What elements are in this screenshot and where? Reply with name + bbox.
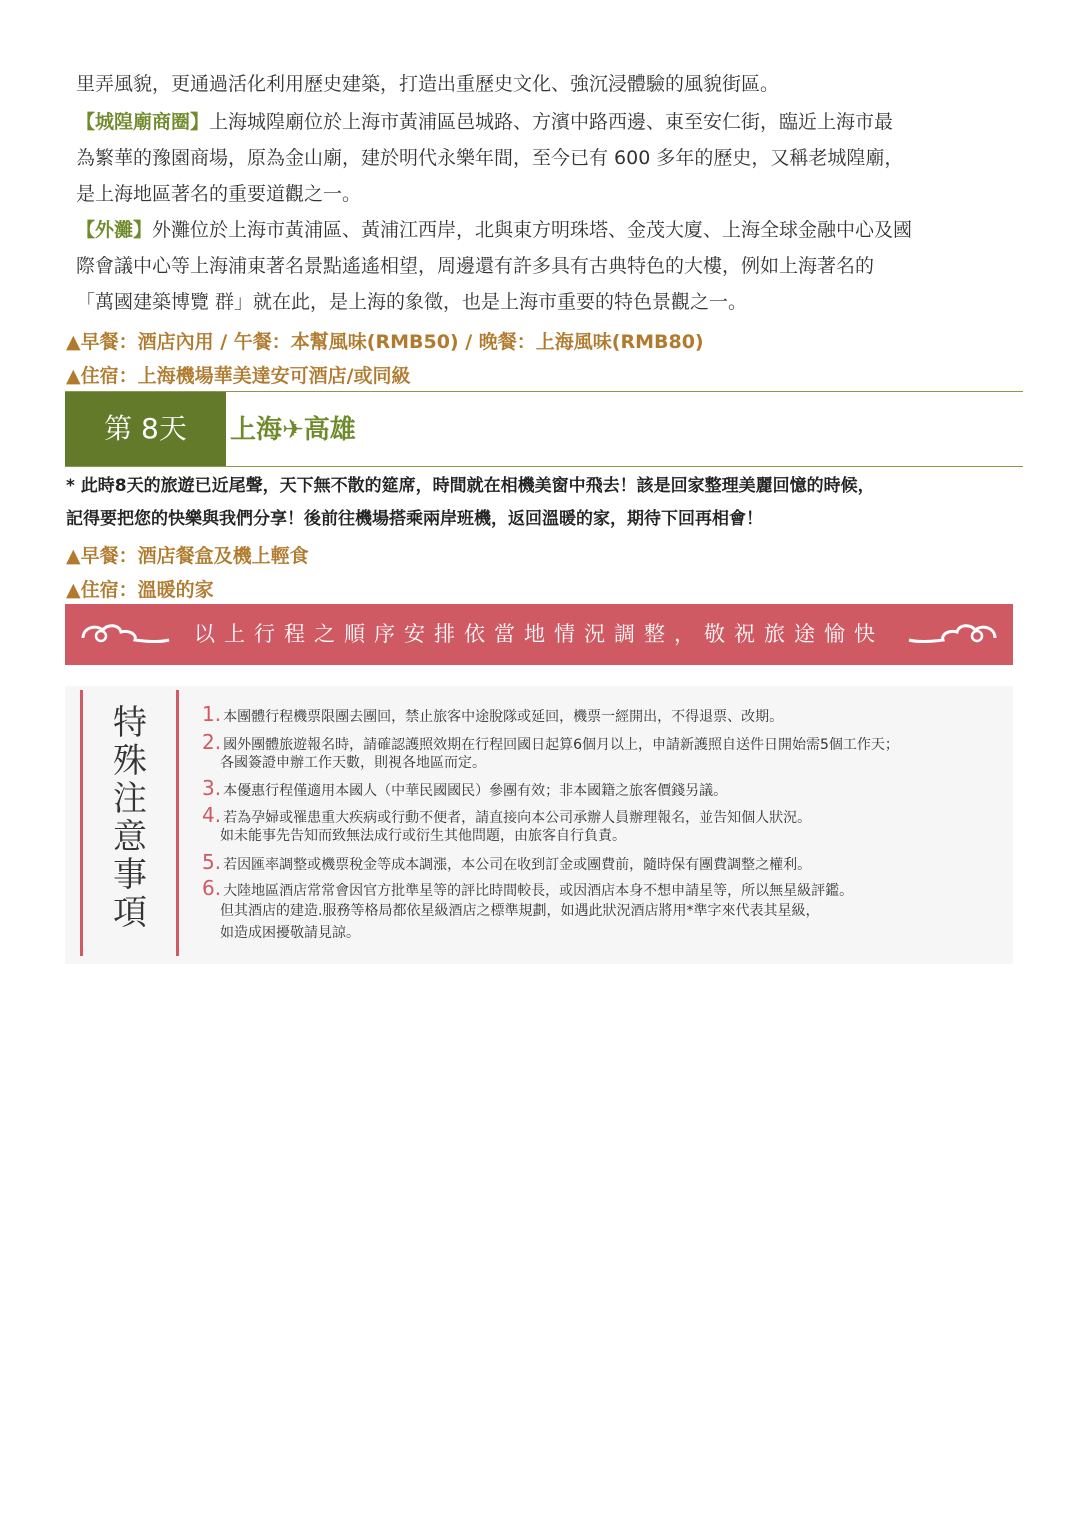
bund-paragraph-line [76, 212, 1036, 248]
right-accent-line [176, 690, 179, 956]
temple-text: 上海城隍廟位於上海市黃浦區邑城路、方濱中路西邊、東至安仁街，臨近上海市最 [209, 111, 894, 133]
notice-item-text: 若因匯率調整或機票稅金等成本調漲，本公司在收到訂金或團費前，隨時保有團費調整之權利。 [223, 857, 812, 873]
day8-hotel: ▲住宿：溫暖的家 [66, 579, 214, 601]
day-label: 第 8天 [65, 392, 226, 466]
notice-item-text: 本優惠行程僅適用本國人（中華民國國民）參團有效；非本國籍之旅客價錢另議。 [223, 783, 728, 799]
notice-item-continuation: 但其酒店的建造.服務等格局都依星級酒店之標準規劃，如遇此狀況酒店將用*準字來代表其星級， [220, 903, 820, 919]
notice-title-char: 項 [113, 893, 147, 933]
notice-item-text: 本團體行程機票限團去團回，禁止旅客中途脫隊或延回，機票一經開出，不得退票、改期。 [223, 709, 784, 725]
notice-item-text: 若為孕婦或罹患重大疾病或行動不便者，請直接向本公司承辦人員辦理報名，並告知個人狀況。 [223, 810, 812, 826]
day7-meals: ▲早餐：酒店內用 / 午餐：本幫風味(RMB50) / 晚餐：上海風味(RMB80) [66, 331, 704, 353]
notice-item-number: 3. [202, 776, 222, 800]
day8-note-line: * 此時8天的旅遊已近尾聲，天下無不散的筵席，時間就在相機美窗中飛去！該是回家整理美麗回憶的時候， [66, 476, 875, 496]
bund-paragraph-line: 際會議中心等上海浦東著名景點遙遙相望，周邊還有許多具有古典特色的大樓，例如上海著名的 [76, 255, 875, 277]
day7-hotel: ▲住宿：上海機場華美達安可酒店/或同級 [66, 365, 411, 387]
notice-item-number: 5. [202, 850, 222, 874]
notice-item [202, 704, 1002, 728]
notice-title-char: 殊 [113, 741, 147, 781]
notice-item-number: 4. [202, 803, 222, 827]
bund-tag: 【外灘】 [76, 219, 153, 241]
day8-note-line: 記得要把您的快樂與我們分享！後前往機場搭乘兩岸班機，返回溫暖的家，期待下回再相會！ [66, 509, 763, 529]
day8-meals: ▲早餐：酒店餐盒及機上輕食 [66, 545, 309, 567]
notice-title-char: 特 [113, 703, 147, 743]
notice-item [202, 852, 1002, 876]
notice-item-text: 國外團體旅遊報名時，請確認護照效期在行程回國日起算6個月以上，申請新護照自送件日開始需5個工作天； [223, 737, 899, 753]
bund-paragraph-line: 「萬國建築博覽 群」就在此，是上海的象徵，也是上海市重要的特色景觀之一。 [76, 291, 748, 313]
notice-item-continuation: 各國簽證申辦工作天數，則視各地區而定。 [220, 755, 486, 771]
notice-item-number: 6. [202, 876, 222, 900]
notice-item-number: 1. [202, 702, 222, 726]
bund-text: 外灘位於上海市黃浦區、黃浦江西岸，北與東方明珠塔、金茂大廈、上海全球金融中心及國 [152, 219, 913, 241]
banner-text: 以上行程之順序安排依當地情況調整，敬祝旅途愉快 [194, 622, 884, 646]
notice-item-continuation: 如造成困擾敬請見諒。 [220, 925, 360, 941]
notice-item [202, 878, 1002, 902]
divider [65, 466, 1023, 467]
intro-line: 里弄風貌，更通過活化利用歷史建築，打造出重歷史文化、強沉浸體驗的風貌街區。 [76, 73, 780, 95]
notice-title-char: 注 [113, 779, 147, 819]
temple-tag: 【城隍廟商圈】 [76, 111, 210, 133]
temple-paragraph-line [76, 104, 1036, 140]
notice-title-char: 事 [113, 855, 147, 895]
notice-title [108, 704, 152, 932]
notice-item-text: 大陸地區酒店常常會因官方批準星等的評比時間較長，或因酒店本身不想申請星等，所以無星級評鑑。 [223, 883, 854, 899]
day-route: 上海✈高雄 [230, 415, 356, 445]
temple-paragraph-line: 是上海地區著名的重要道觀之一。 [76, 183, 362, 205]
notice-title-char: 意 [113, 817, 147, 857]
temple-paragraph-line: 為繁華的豫園商場，原為金山廟，建於明代永樂年間，至今已有 600 多年的歷史，又稱老城隍廟， [76, 147, 904, 169]
right-cloud-icon [907, 620, 999, 650]
notice-item [202, 778, 1002, 802]
notice-item-continuation: 如未能事先告知而致無法成行或衍生其他問題，由旅客自行負責。 [220, 828, 626, 844]
closing-banner [65, 604, 1013, 665]
left-accent-line [80, 690, 83, 956]
notice-item-number: 2. [202, 730, 222, 754]
